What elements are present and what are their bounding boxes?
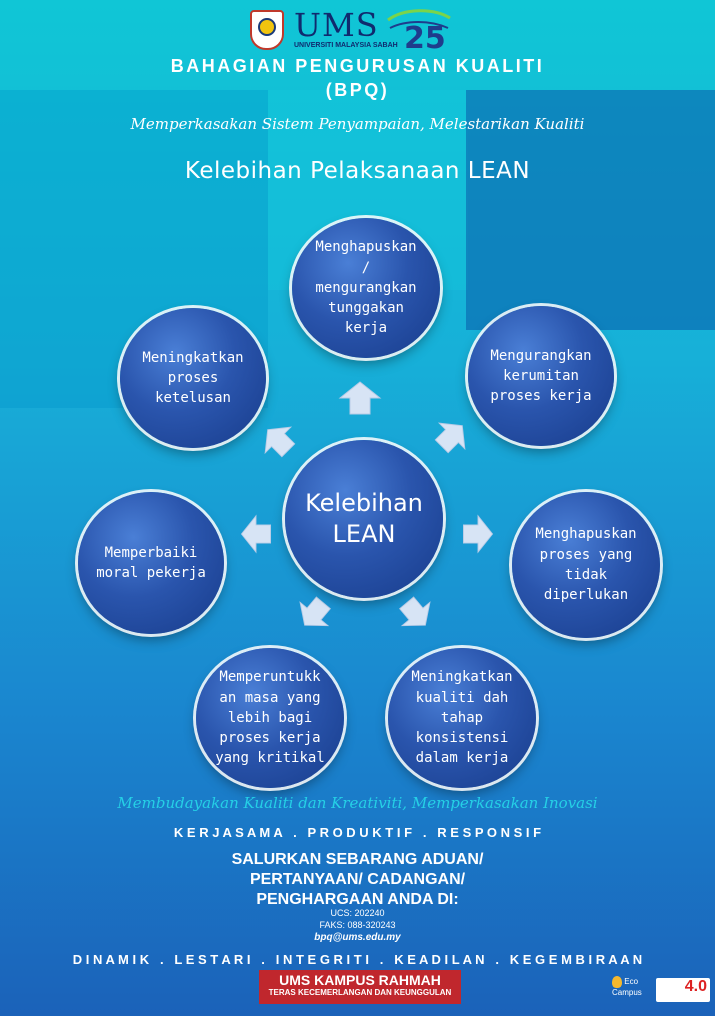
- benefit-text-line: moral pekerja: [96, 565, 206, 581]
- industry-40-logo: [656, 978, 710, 1002]
- arrow-up-icon: [338, 380, 382, 416]
- anniversary-number: 25: [404, 21, 446, 52]
- values-line-1: K E R J A S A M A . P R O D U K T I F . R E S P O N S I F: [173, 825, 542, 840]
- arrow-right-icon: [458, 514, 498, 554]
- arrow-lower-left-icon: [286, 586, 342, 642]
- benefit-circle-eliminate-unneeded: [512, 492, 660, 638]
- eco-campus-text: Eco Campus: [612, 977, 642, 997]
- benefit-text-line: tidak: [564, 567, 608, 583]
- benefit-text-line: /: [361, 259, 371, 276]
- benefit-text-line: Menghapuskan: [315, 239, 417, 256]
- benefit-text-line: proses: [167, 369, 219, 386]
- page-title-line2: (BPQ): [325, 80, 390, 100]
- benefit-text-line: mengurangkan: [315, 279, 417, 296]
- benefit-circle-allocate-time: [196, 648, 344, 788]
- center-circle: [285, 440, 443, 598]
- benefit-text-line: tunggakan: [328, 300, 404, 317]
- benefit-circle-improve-morale: [78, 492, 224, 634]
- arrow-upper-left-icon: [250, 412, 307, 469]
- benefit-text-line: dalam kerja: [415, 750, 509, 767]
- page-title-line1: BAHAGIAN PENGURUSAN KUALITI: [170, 56, 545, 76]
- benefit-text-line: Menghapuskan: [535, 526, 637, 543]
- industry-40-text: 4.0: [684, 978, 707, 995]
- ums-kampus-rahmah-badge: [259, 970, 461, 1004]
- center-label-line: Kelebihan: [305, 488, 423, 517]
- arrow-left-icon: [236, 514, 276, 554]
- benefit-text-line: proses kerja: [219, 730, 321, 747]
- university-crest-icon: [250, 10, 284, 50]
- fax-number: FAKS: 088-320243: [319, 920, 396, 930]
- benefit-text-line: Mengurangkan: [490, 347, 592, 364]
- benefit-text-line: proses yang: [539, 546, 633, 563]
- tagline: Memperkasakan Sistem Penyampaian, Melestarikan Kualiti: [130, 115, 585, 133]
- motto: Membudayakan Kualiti dan Kreativiti, Memperkasakan Inovasi: [117, 794, 598, 812]
- benefit-text-line: Memperuntukk: [219, 669, 321, 686]
- arrow-lower-right-icon: [388, 586, 444, 642]
- benefit-text-line: kerja: [344, 320, 388, 337]
- benefit-text-line: an masa yang: [219, 689, 321, 706]
- anniversary-25-logo: [384, 6, 454, 52]
- section-subtitle: Kelebihan Pelaksanaan LEAN: [184, 158, 531, 184]
- benefit-text-line: diperlukan: [543, 587, 629, 604]
- benefit-text-line: Meningkatkan: [411, 669, 513, 686]
- arrow-upper-right-icon: [424, 408, 481, 465]
- benefit-circle-eliminate-backlog: [292, 218, 440, 358]
- center-label-line: LEAN: [332, 520, 396, 548]
- badge-title: UMS KAMPUS RAHMAH: [279, 972, 441, 988]
- benefit-text-line: kualiti dah: [415, 689, 509, 706]
- benefit-text-line: yang kritikal: [215, 750, 325, 767]
- email-link[interactable]: bpq@ums.edu.my: [314, 932, 401, 943]
- benefit-text-line: kerumitan: [503, 367, 579, 384]
- benefit-circle-reduce-complexity: [468, 306, 614, 446]
- benefit-circle-improve-quality: [388, 648, 536, 788]
- contact-heading-line: PERTANYAAN/ CADANGAN/: [249, 871, 466, 888]
- eco-campus-logo: [612, 976, 654, 1002]
- ums-logo-subtext: UNIVERSITI MALAYSIA SABAH: [294, 42, 398, 49]
- contact-heading-line: PENGHARGAAN ANDA DI:: [256, 891, 459, 908]
- benefit-text-line: Meningkatkan: [142, 349, 244, 366]
- benefit-text-line: tahap: [440, 709, 484, 726]
- benefit-text-line: Memperbaiki: [104, 544, 198, 561]
- benefit-text-line: proses kerja: [490, 388, 592, 405]
- ums-logo-text: UMS: [294, 6, 379, 44]
- values-line-2: D I N A M I K . L E S T A R I . I N T E G R I T I . K E A D I L A N . K E G E M B I R A A N: [72, 952, 643, 967]
- contact-heading: [0, 850, 715, 910]
- benefit-circle-improve-transparency: [120, 308, 266, 448]
- benefit-text-line: ketelusan: [155, 390, 231, 407]
- benefit-text-line: lebih bagi: [227, 709, 313, 726]
- ucs-number: UCS: 202240: [330, 908, 385, 918]
- contact-heading-line: SALURKAN SEBARANG ADUAN/: [231, 851, 484, 868]
- lightbulb-icon: [612, 976, 622, 988]
- badge-subtitle: TERAS KECEMERLANGAN DAN KEUNGGULAN: [268, 988, 452, 997]
- benefit-text-line: konsistensi: [415, 730, 509, 747]
